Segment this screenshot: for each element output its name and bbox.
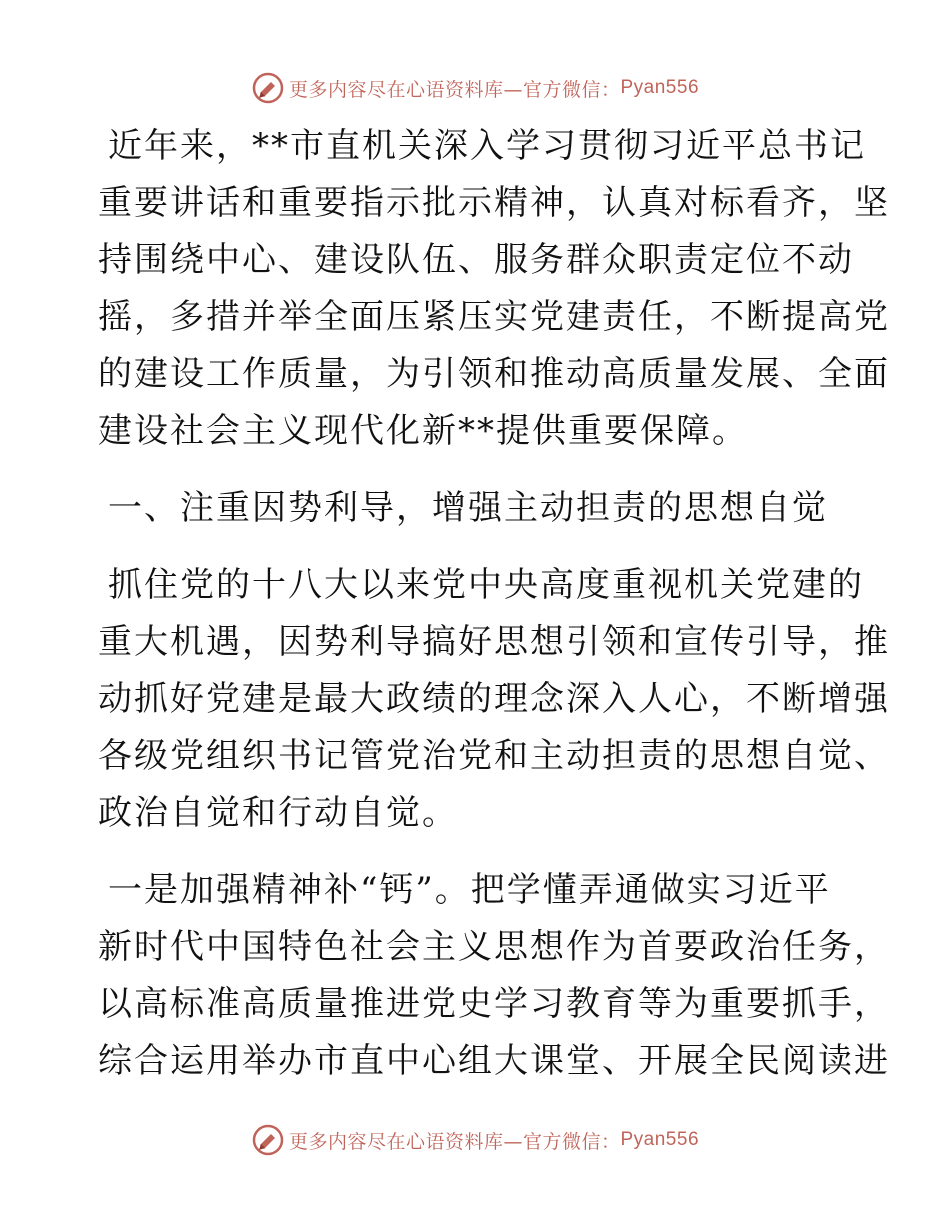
text-line: 重大机遇，因势利导搞好思想引领和宣传引导，推 <box>98 622 890 662</box>
text-line: 一是加强精神补“钙”。把学懂弄通做实习近平 <box>108 870 831 910</box>
watermark-handle: Pyan556 <box>620 77 700 98</box>
text-line: 建设社会主义现代化新**提供重要保障。 <box>98 411 748 451</box>
paragraph-section-1 <box>98 557 890 842</box>
text-line: 重要讲话和重要指示批示精神，认真对标看齐，坚 <box>98 183 890 223</box>
text-line: 综合运用举办市直中心组大课堂、开展全民阅读进 <box>98 1041 890 1081</box>
text-line: 抓住党的十八大以来党中央高度重视机关党建的 <box>108 565 864 605</box>
book-pen-logo-icon <box>251 71 285 105</box>
section-heading <box>98 480 858 537</box>
heading-line: 一、注重因势利导，增强主动担责的思想自觉 <box>108 488 828 528</box>
book-pen-logo-icon <box>251 1123 285 1157</box>
text-line: 的建设工作质量，为引领和推动高质量发展、全面 <box>98 354 890 394</box>
footer-watermark <box>0 1122 950 1158</box>
text-line: 新时代中国特色社会主义思想作为首要政治任务， <box>98 927 890 967</box>
watermark-handle: Pyan556 <box>620 1129 700 1150</box>
watermark-text: 更多内容尽在心语资料库—官方微信： <box>288 1130 621 1153</box>
text-line: 各级党组织书记管党治党和主动担责的思想自觉、 <box>98 736 890 776</box>
watermark-text: 更多内容尽在心语资料库—官方微信： <box>288 78 621 101</box>
paragraph-item-1 <box>98 862 890 1090</box>
text-line: 以高标准高质量推进党史学习教育等为重要抓手， <box>98 984 890 1024</box>
text-line: 持围绕中心、建设队伍、服务群众职责定位不动 <box>98 240 854 280</box>
header-watermark <box>0 70 950 106</box>
text-line: 近年来，**市直机关深入学习贯彻习近平总书记 <box>108 126 866 166</box>
text-line: 动抓好党建是最大政绩的理念深入人心，不断增强 <box>98 679 890 719</box>
text-line: 政治自觉和行动自觉。 <box>98 793 458 833</box>
document-body <box>98 118 890 1090</box>
text-line: 摇，多措并举全面压紧压实党建责任，不断提高党 <box>98 297 890 337</box>
paragraph-intro <box>98 118 890 460</box>
